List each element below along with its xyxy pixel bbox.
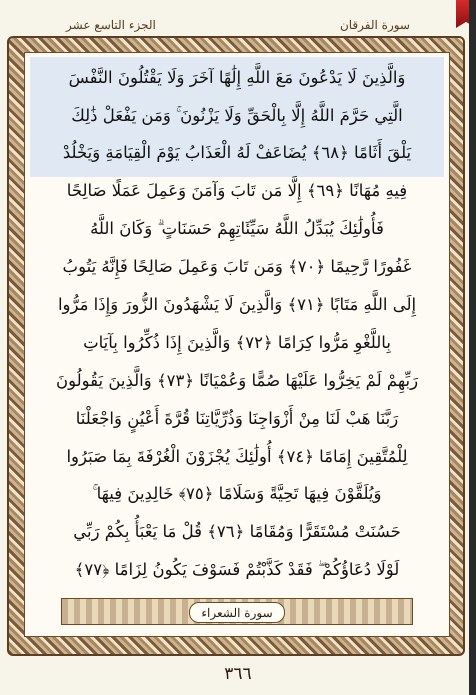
- text-line[interactable]: غَفُورًا رَّحِيمًا ﴿٧٠﴾ وَمَن تَابَ وَعَمِلَ صَالِحًا فَإِنَّهُ يَتُوبُ: [62, 257, 412, 277]
- text-line[interactable]: وَالَّذِينَ لَا يَدْعُونَ مَعَ اللَّهِ إِلَٰهًا آخَرَ وَلَا يَقْتُلُونَ النَّفْسَ: [68, 67, 406, 87]
- text-line[interactable]: فَأُولَٰئِكَ يُبَدِّلُ اللَّهُ سَيِّئَاتِهِمْ حَسَنَاتٍ ۗ وَكَانَ اللَّهُ: [90, 219, 384, 239]
- text-line[interactable]: حَسُنَتْ مُسْتَقَرًّا وَمُقَامًا ﴿٧٦﴾ قُلْ مَا يَعْبَأُ بِكُمْ رَبِّي: [73, 522, 401, 542]
- page-number: ٣٦٦: [224, 664, 252, 684]
- quran-text: [34, 59, 440, 589]
- text-line[interactable]: لَوْلَا دُعَاؤُكُمْ ۖ فَقَدْ كَذَّبْتُمْ فَسَوْفَ يَكُونُ لِزَامًا ﴿٧٧﴾: [74, 560, 400, 580]
- text-line[interactable]: الَّتِي حَرَّمَ اللَّهُ إِلَّا بِالْحَقِّ وَلَا يَزْنُونَ ۚ وَمَن يَفْعَلْ ذَٰلِكَ: [71, 105, 403, 125]
- text-line[interactable]: إِلَى اللَّهِ مَتَابًا ﴿٧١﴾ وَالَّذِينَ لَا يَشْهَدُونَ الزُّورَ وَإِذَا مَرُّوا: [57, 295, 417, 315]
- sura-banner: [61, 598, 413, 625]
- sura-title: سورة الفرقان: [339, 18, 410, 32]
- text-line[interactable]: رَبَّنَا هَبْ لَنَا مِنْ أَزْوَاجِنَا وَذُرِّيَّاتِنَا قُرَّةَ أَعْيُنٍ وَاجْعَلْنَا: [75, 408, 399, 428]
- page-header: [66, 12, 410, 38]
- text-line[interactable]: يَلْقَ أَثَامًا ﴿٦٨﴾ يُضَاعَفْ لَهُ الْعَذَابُ يَوْمَ الْقِيَامَةِ وَيَخْلُدْ: [62, 143, 412, 163]
- text-line[interactable]: فِيهِ مُهَانًا ﴿٦٩﴾ إِلَّا مَن تَابَ وَآمَنَ وَعَمِلَ عَمَلًا صَالِحًا: [66, 181, 408, 201]
- text-line[interactable]: لِلْمُتَّقِينَ إِمَامًا ﴿٧٤﴾ أُولَٰئِكَ يُجْزَوْنَ الْغُرْفَةَ بِمَا صَبَرُوا: [66, 446, 408, 466]
- text-line[interactable]: رَبِّهِمْ لَمْ يَخِرُّوا عَلَيْهَا صُمًّا وَعُمْيَانًا ﴿٧٣﴾ وَالَّذِينَ يَقُولُونَ: [55, 370, 419, 390]
- next-sura-name: سورة الشعراء: [189, 602, 285, 623]
- juz-title: الجزء التاسع عشر: [66, 18, 156, 32]
- scroll-edge: [469, 0, 476, 695]
- text-line[interactable]: وَيُلَقَّوْنَ فِيهَا تَحِيَّةً وَسَلَامًا ﴿٧٥﴾ خَالِدِينَ فِيهَا ۚ: [92, 484, 382, 504]
- text-line[interactable]: بِاللَّغْوِ مَرُّوا كِرَامًا ﴿٧٢﴾ وَالَّذِينَ إِذَا ذُكِّرُوا بِآيَاتِ: [83, 332, 391, 352]
